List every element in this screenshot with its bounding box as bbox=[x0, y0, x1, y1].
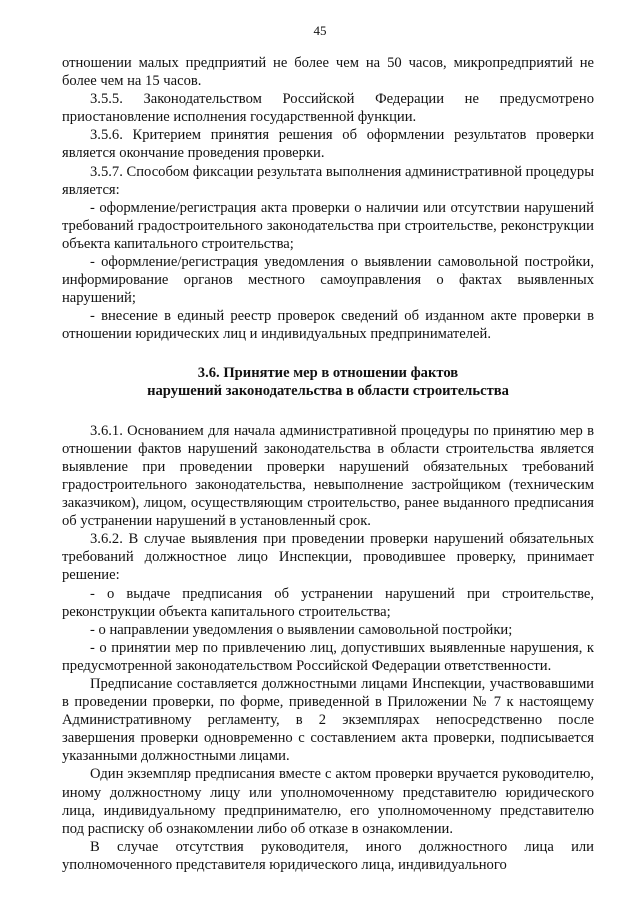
paragraph-3-5-5: 3.5.5. Законодательством Российской Федерации не предусмотрено приостановление исполнения государственной функции. bbox=[62, 91, 594, 126]
list-item-liability-measures: - о принятии мер по привлечению лиц, допустивших выявленные нарушения, к предусмотренной законодательством Российской Федерации ответственности. bbox=[62, 639, 594, 674]
list-item-notice-registration: - оформление/регистрация уведомления о выявлении самовольной постройки, информирование органов местного самоуправления о фактах выявленных нарушений; bbox=[62, 254, 594, 307]
paragraph-3-5-7: 3.5.7. Способом фиксации результата выполнения административной процедуры является: bbox=[62, 163, 594, 198]
paragraph-prescription-delivery: Один экземпляр предписания вместе с актом проверки вручается руководителю, иному должностному лицу или уполномоченному представителю юридического лица, индивидуальному предпринимателю, его уполномоченному представителю под расписку об ознакомлении либо об отказе в ознакомлении. bbox=[62, 766, 594, 837]
paragraph-3-6-2: 3.6.2. В случае выявления при проведении проверки нарушений обязательных требований должностное лицо Инспекции, проводившее проверку, принимает решение: bbox=[62, 531, 594, 584]
paragraph-3-5-6: 3.5.6. Критерием принятия решения об оформлении результатов проверки является окончание проведения проверки. bbox=[62, 127, 594, 162]
heading-line-1: 3.6. Принятие мер в отношении фактов bbox=[197, 364, 459, 381]
paragraph-prescription-form: Предписание составляется должностными лицами Инспекции, участвовавшими в проведении проверки, по форме, приведенной в Приложении № 7 к настоящему Административному регламенту, в 2 экземплярах непосредственно после завершения проверки одновременно с составлением акта проверки, подписывается указанными должностными лицами. bbox=[62, 676, 594, 765]
heading-line-2: нарушений законодательства в области строительства bbox=[147, 382, 509, 399]
paragraph-absence-case: В случае отсутствия руководителя, иного должностного лица или уполномоченного представителя юридического лица, индивидуального bbox=[62, 838, 594, 873]
section-heading-3-6 bbox=[62, 364, 594, 400]
list-item-act-registration: - оформление/регистрация акта проверки о наличии или отсутствии нарушений требований градостроительного законодательства при строительстве, реконструкции объекта капитального строительства; bbox=[62, 199, 594, 252]
list-item-registry-entry: - внесение в единый реестр проверок сведений об изданном акте проверки в отношении юридических лиц и индивидуальных предпринимателей. bbox=[62, 308, 594, 343]
paragraph-3-6-1: 3.6.1. Основанием для начала административной процедуры по принятию мер в отношении фактов нарушений законодательства в области строительства является выявление при проведении проверки нарушений обязательных требований градостроительного законодательства, невыполнение застройщиком (техническим заказчиком), лицом, осуществляющим строительство, ранее выданного предписания об устранении нарушений в установленный срок. bbox=[62, 422, 594, 530]
list-item-unauthorized-notice: - о направлении уведомления о выявлении самовольной постройки; bbox=[90, 621, 513, 638]
document-body bbox=[62, 54, 594, 874]
paragraph-continuation: отношении малых предприятий не более чем на 50 часов, микропредприятий не более чем на 15 часов. bbox=[62, 55, 594, 90]
page-number: 45 bbox=[313, 23, 327, 38]
list-item-prescription: - о выдаче предписания об устранении нарушений при строительстве, реконструкции объекта капитального строительства; bbox=[62, 585, 594, 620]
